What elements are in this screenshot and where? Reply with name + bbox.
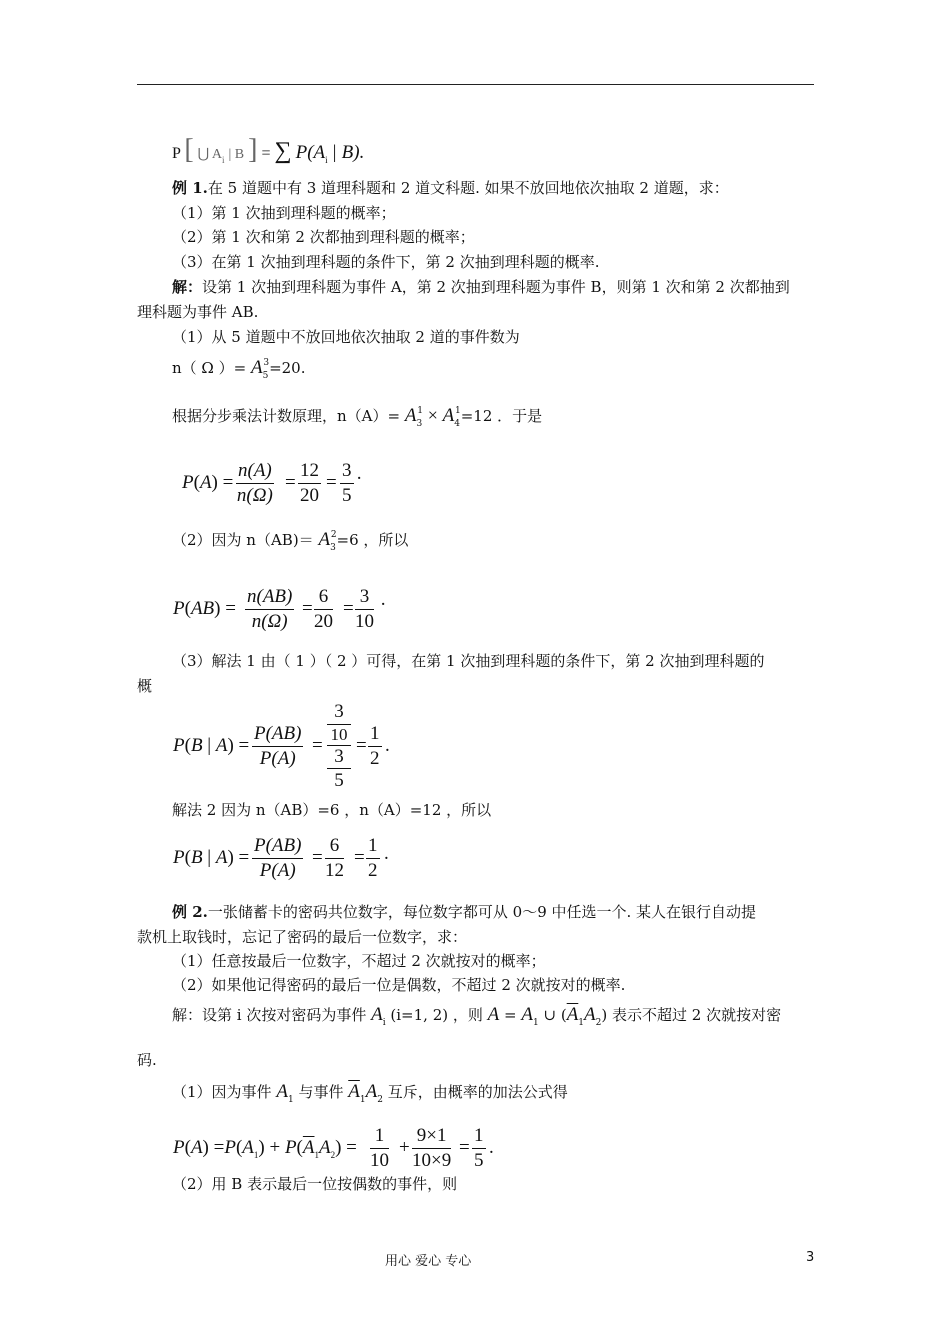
ex2-part2: （2）用 B 表示最后一位按偶数的事件，则: [172, 1175, 458, 1193]
ex2-q2: （2）如果他记得密码的最后一位是偶数，不超过 2 次就按对的概率.: [172, 976, 626, 994]
pba2-frac1: $\frac{P(AB)}{P(A)}$: [254, 835, 302, 881]
pba2-equation: P(B | A) =: [173, 847, 250, 868]
ex2-equation: $P(A) =P(A_1) + P(\overline{A}_1A_2)$ =: [173, 1137, 357, 1160]
pba-frac1: $\frac{P(AB)}{P(A)}$: [254, 723, 302, 769]
ex2-solution2: 码.: [137, 1051, 157, 1069]
method2-line: 解法 2 因为 n（AB）=6 ，n（A）=12 ，所以: [172, 801, 492, 819]
eq-sign: =: [354, 847, 365, 868]
pba2-frac3: $\frac{1}{2}$: [368, 835, 378, 881]
pba-frac3: $\frac{1}{2}$: [370, 723, 380, 769]
ex1-solution-line1: 解：设第 1 次抽到理科题为事件 A，第 2 次抽到理科题为事件 B，则第 1 次和第 2 次都抽到: [172, 278, 790, 296]
pba-equation: P(B | A) =: [173, 735, 250, 756]
ex1-q2: （2）第 1 次和第 2 次都抽到理科题的概率；: [172, 228, 475, 246]
complex-fraction: 3 10 3 5: [327, 700, 351, 793]
pa-equation: P(A) =: [182, 472, 234, 493]
ex2-intro: 例 2.一张储蓄卡的密码共位数字，每位数字都可从 0～9 中任选一个. 某人在银行自动提: [172, 903, 757, 921]
pa-frac1: $\frac{n(A)}{n(\Omega)}$: [236, 460, 273, 506]
dot: .: [384, 843, 389, 864]
eq-sign: =: [312, 735, 323, 756]
ex1-intro: 例 1.在 5 道题中有 3 道理科题和 2 道文科题. 如果不放回地依次抽取 2 道题，求：: [172, 179, 729, 197]
count-line: 根据分步乘法计数原理，$n(A)= A_3^1 \times A_4^1=12$ ．于是: [172, 405, 543, 429]
eq-sign: =: [343, 598, 354, 619]
ex1-q1: （1）第 1 次抽到理科题的概率；: [172, 204, 396, 222]
ex1-q3: （3）在第 1 次抽到理科题的条件下，第 2 次抽到理科题的概率.: [172, 253, 600, 271]
page-number: 3: [806, 1250, 815, 1265]
eq-sign: =: [285, 472, 296, 493]
ex1-part3b: 概: [137, 677, 153, 695]
header-rule: [137, 84, 814, 85]
pab-frac3: $\frac{3}{10}$: [355, 586, 374, 632]
ex2-intro2: 款机上取钱时，忘记了密码的最后一位数字，求：: [137, 928, 468, 946]
eq-sign: =: [459, 1137, 470, 1158]
plus-sign: +: [399, 1137, 410, 1158]
ex1-part2: （2）因为 $n(AB)= A_3^2=6$ ，所以: [172, 529, 409, 553]
ex1-solution-line2: 理科题为事件 AB.: [137, 303, 259, 321]
ex2-part1: （1）因为事件 $A_1$ 与事件 $\overline{A}_1A_2$ 互斥，由概率的加法公式得: [172, 1081, 568, 1105]
pab-frac2: $\frac{6}{20}$: [314, 586, 333, 632]
eq-sign: =: [302, 598, 313, 619]
pab-frac1: $\frac{n(AB)}{n(\Omega)}$: [247, 586, 293, 632]
ex1-part1: （1）从 5 道题中不放回地依次抽取 2 道的事件数为: [172, 328, 520, 346]
ex2-frac1: $\frac{1}{10}$: [370, 1125, 389, 1171]
pa-frac3: $\frac{3}{5}$: [342, 460, 352, 506]
eq-sign: =: [326, 472, 337, 493]
ex1-part3: （3）解法 1 由（ 1 ）（ 2 ）可得，在第 1 次抽到理科题的条件下，第 2 次抽到理科题的: [172, 652, 765, 670]
eq-sign: =: [356, 735, 367, 756]
pab-equation: P(AB) =: [173, 598, 236, 619]
ex2-q1: （1）任意按最后一位数字，不超过 2 次就按对的概率；: [172, 952, 546, 970]
dot: ·: [356, 468, 363, 489]
ex2-frac3: $\frac{1}{5}$: [474, 1125, 484, 1171]
pba2-frac2: $\frac{6}{12}$: [325, 835, 344, 881]
page-footer: 用心 爱心 专心: [385, 1254, 472, 1269]
ex2-solution: 解：设第 i 次按对密码为事件 $A_i$ (i=1, 2) ，则 $A = A_1$ ∪ $(\overline{A}_1A_2)$ 表示不超过 2 次就按对密: [172, 1004, 782, 1028]
union-formula: P [ ⋃ $A_i$ | B ] = ∑ $P(A_i$ | B).: [172, 134, 365, 165]
n-omega-line: n（ Ω ）= $A_5^3=20$.: [172, 357, 306, 381]
dot: .: [489, 1137, 494, 1158]
ex2-frac2: $\frac{9\times 1}{10\times 9}$: [412, 1125, 452, 1171]
dot: .: [385, 735, 390, 756]
dot: ·: [380, 594, 387, 615]
pa-frac2: $\frac{12}{20}$: [300, 460, 319, 506]
eq-sign: =: [312, 847, 323, 868]
